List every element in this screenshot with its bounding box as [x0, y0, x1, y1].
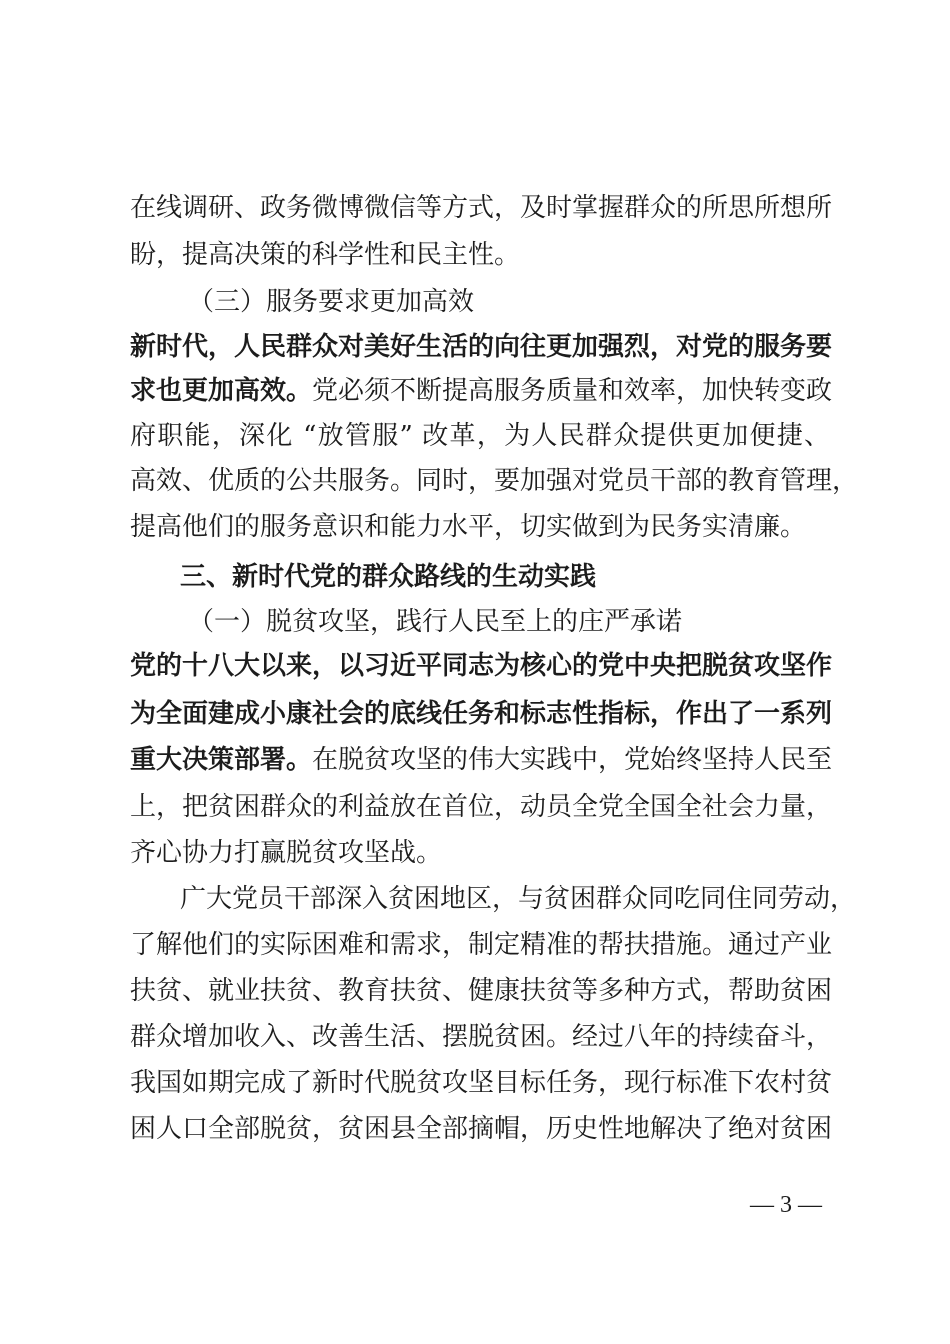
paragraph-line: 群众增加收入、改善生活、摆脱贫困。经过八年的持续奋斗， — [130, 1022, 833, 1052]
paragraph-line: 上，把贫困群众的利益放在首位，动员全党全国全社会力量， — [130, 792, 833, 822]
bold-lead: 重大决策部署。 — [130, 745, 313, 775]
paragraph-line: 提高他们的服务意识和能力水平，切实做到为民务实清廉。 — [130, 512, 807, 542]
plain-rest: 在脱贫攻坚的伟大实践中，党始终坚持人民至 — [312, 745, 833, 775]
paragraph-line: 了解他们的实际困难和需求，制定精准的帮扶措施。通过产业 — [130, 930, 833, 960]
paragraph-line-mixed — [130, 376, 833, 406]
paragraph-line: 扶贫、就业扶贫、教育扶贫、健康扶贫等多种方式，帮助贫困 — [130, 976, 833, 1006]
subsection-heading: （一）脱贫攻坚，践行人民至上的庄严承诺 — [188, 607, 683, 637]
paragraph-line-bold: 党的十八大以来，以习近平同志为核心的党中央把脱贫攻坚作 — [130, 651, 833, 681]
plain-rest: 党必须不断提高服务质量和效率，加快转变政 — [312, 376, 833, 406]
paragraph-line: 齐心协力打赢脱贫攻坚战。 — [130, 838, 443, 868]
paragraph-line: 广大党员干部深入贫困地区，与贫困群众同吃同住同劳动， — [180, 884, 857, 914]
paragraph-line: 在线调研、政务微博微信等方式，及时掌握群众的所思所想所 — [130, 193, 833, 223]
paragraph-line: 高效、优质的公共服务。同时，要加强对党员干部的教育管理， — [130, 466, 859, 496]
subsection-heading: （三）服务要求更加高效 — [188, 287, 475, 317]
paragraph-line-mixed — [130, 745, 833, 775]
paragraph-line: 盼，提高决策的科学性和民主性。 — [130, 240, 521, 270]
section-heading: 三、新时代党的群众路线的生动实践 — [180, 562, 597, 592]
bold-lead: 求也更加高效。 — [130, 376, 313, 406]
page-number: — 3 — — [750, 1192, 822, 1218]
paragraph-line: 我国如期完成了新时代脱贫攻坚目标任务，现行标准下农村贫 — [130, 1068, 833, 1098]
paragraph-line: 府职能，深化 “放管服” 改革，为人民群众提供更加便捷、 — [130, 421, 830, 451]
paragraph-line-bold: 为全面建成小康社会的底线任务和标志性指标，作出了一系列 — [130, 699, 833, 729]
paragraph-line: 困人口全部脱贫，贫困县全部摘帽，历史性地解决了绝对贫困 — [130, 1114, 833, 1144]
paragraph-line-bold: 新时代，人民群众对美好生活的向往更加强烈，对党的服务要 — [130, 332, 833, 362]
